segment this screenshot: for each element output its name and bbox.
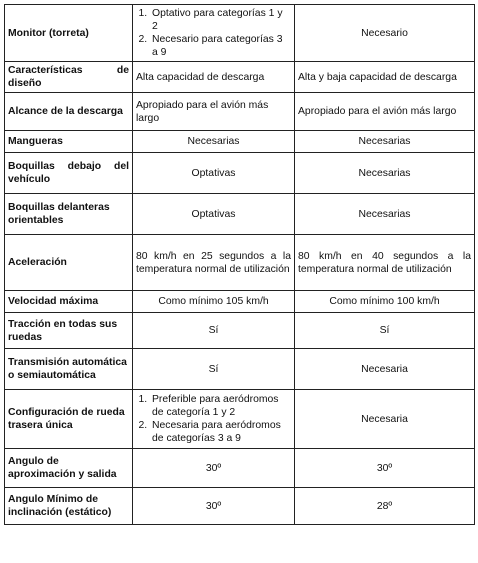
value-cell-col2: Necesarias <box>295 153 475 194</box>
value-cell-col2: Alta y baja capacidad de descarga <box>295 62 475 93</box>
value-cell-col1: 30º <box>133 449 295 488</box>
table-row <box>5 153 475 194</box>
value-cell-col2: Necesarias <box>295 194 475 235</box>
row-label: Angulo Mínimo de inclinación (estático) <box>5 488 133 525</box>
list-item: 2. Necesaria para aeródromos de categorías 3 a 9 <box>150 419 291 445</box>
value-cell-col1: Apropiado para el avión más largo <box>133 93 295 131</box>
table-row <box>5 235 475 291</box>
row-label: Transmisión automática o semiautomática <box>5 349 133 390</box>
row-label: Mangueras <box>5 131 133 153</box>
value-cell-col1: Sí <box>133 313 295 349</box>
value-cell-col2: Apropiado para el avión más largo <box>295 93 475 131</box>
value-cell-col1: Como mínimo 105 km/h <box>133 291 295 313</box>
value-cell-col1 <box>133 390 295 449</box>
table-row <box>5 5 475 62</box>
numbered-list <box>136 393 291 445</box>
value-cell-col2: Necesaria <box>295 349 475 390</box>
row-label: Boquillas debajo del vehículo <box>5 153 133 194</box>
value-cell-col1: 30º <box>133 488 295 525</box>
requirements-document <box>4 4 474 525</box>
table-row <box>5 349 475 390</box>
row-label: Boquillas delanteras orientables <box>5 194 133 235</box>
table-row <box>5 93 475 131</box>
value-cell-col2: 30º <box>295 449 475 488</box>
value-cell-col1: Optativas <box>133 194 295 235</box>
value-cell-col1: Sí <box>133 349 295 390</box>
table-row <box>5 449 475 488</box>
table-row <box>5 291 475 313</box>
row-label: Tracción en todas sus ruedas <box>5 313 133 349</box>
row-label: Aceleración <box>5 235 133 291</box>
row-label: Alcance de la descarga <box>5 93 133 131</box>
value-cell-col2: 28º <box>295 488 475 525</box>
value-cell-col2: Necesaria <box>295 390 475 449</box>
value-cell-col2: Sí <box>295 313 475 349</box>
table-row <box>5 390 475 449</box>
row-label: Angulo de aproximación y salida <box>5 449 133 488</box>
row-label: Velocidad máxima <box>5 291 133 313</box>
value-cell-col2: Necesarias <box>295 131 475 153</box>
list-item: 1. Preferible para aeródromos de categoría 1 y 2 <box>150 393 291 419</box>
vehicle-requirements-table <box>4 4 475 525</box>
table-row <box>5 62 475 93</box>
value-cell-col1: 80 km/h en 25 segundos a la temperatura normal de utilización <box>133 235 295 291</box>
list-item: 2. Necesario para categorías 3 a 9 <box>150 33 291 59</box>
row-label: Características de diseño <box>5 62 133 93</box>
value-cell-col1 <box>133 5 295 62</box>
list-item: 1. Optativo para categorías 1 y 2 <box>150 7 291 33</box>
table-row <box>5 313 475 349</box>
value-cell-col2: Como mínimo 100 km/h <box>295 291 475 313</box>
value-cell-col2: Necesario <box>295 5 475 62</box>
row-label: Configuración de rueda trasera única <box>5 390 133 449</box>
table-row <box>5 488 475 525</box>
value-cell-col2: 80 km/h en 40 segundos a la temperatura normal de utilización <box>295 235 475 291</box>
table-row <box>5 131 475 153</box>
row-label: Monitor (torreta) <box>5 5 133 62</box>
value-cell-col1: Optativas <box>133 153 295 194</box>
table-row <box>5 194 475 235</box>
value-cell-col1: Alta capacidad de descarga <box>133 62 295 93</box>
value-cell-col1: Necesarias <box>133 131 295 153</box>
numbered-list <box>136 7 291 59</box>
